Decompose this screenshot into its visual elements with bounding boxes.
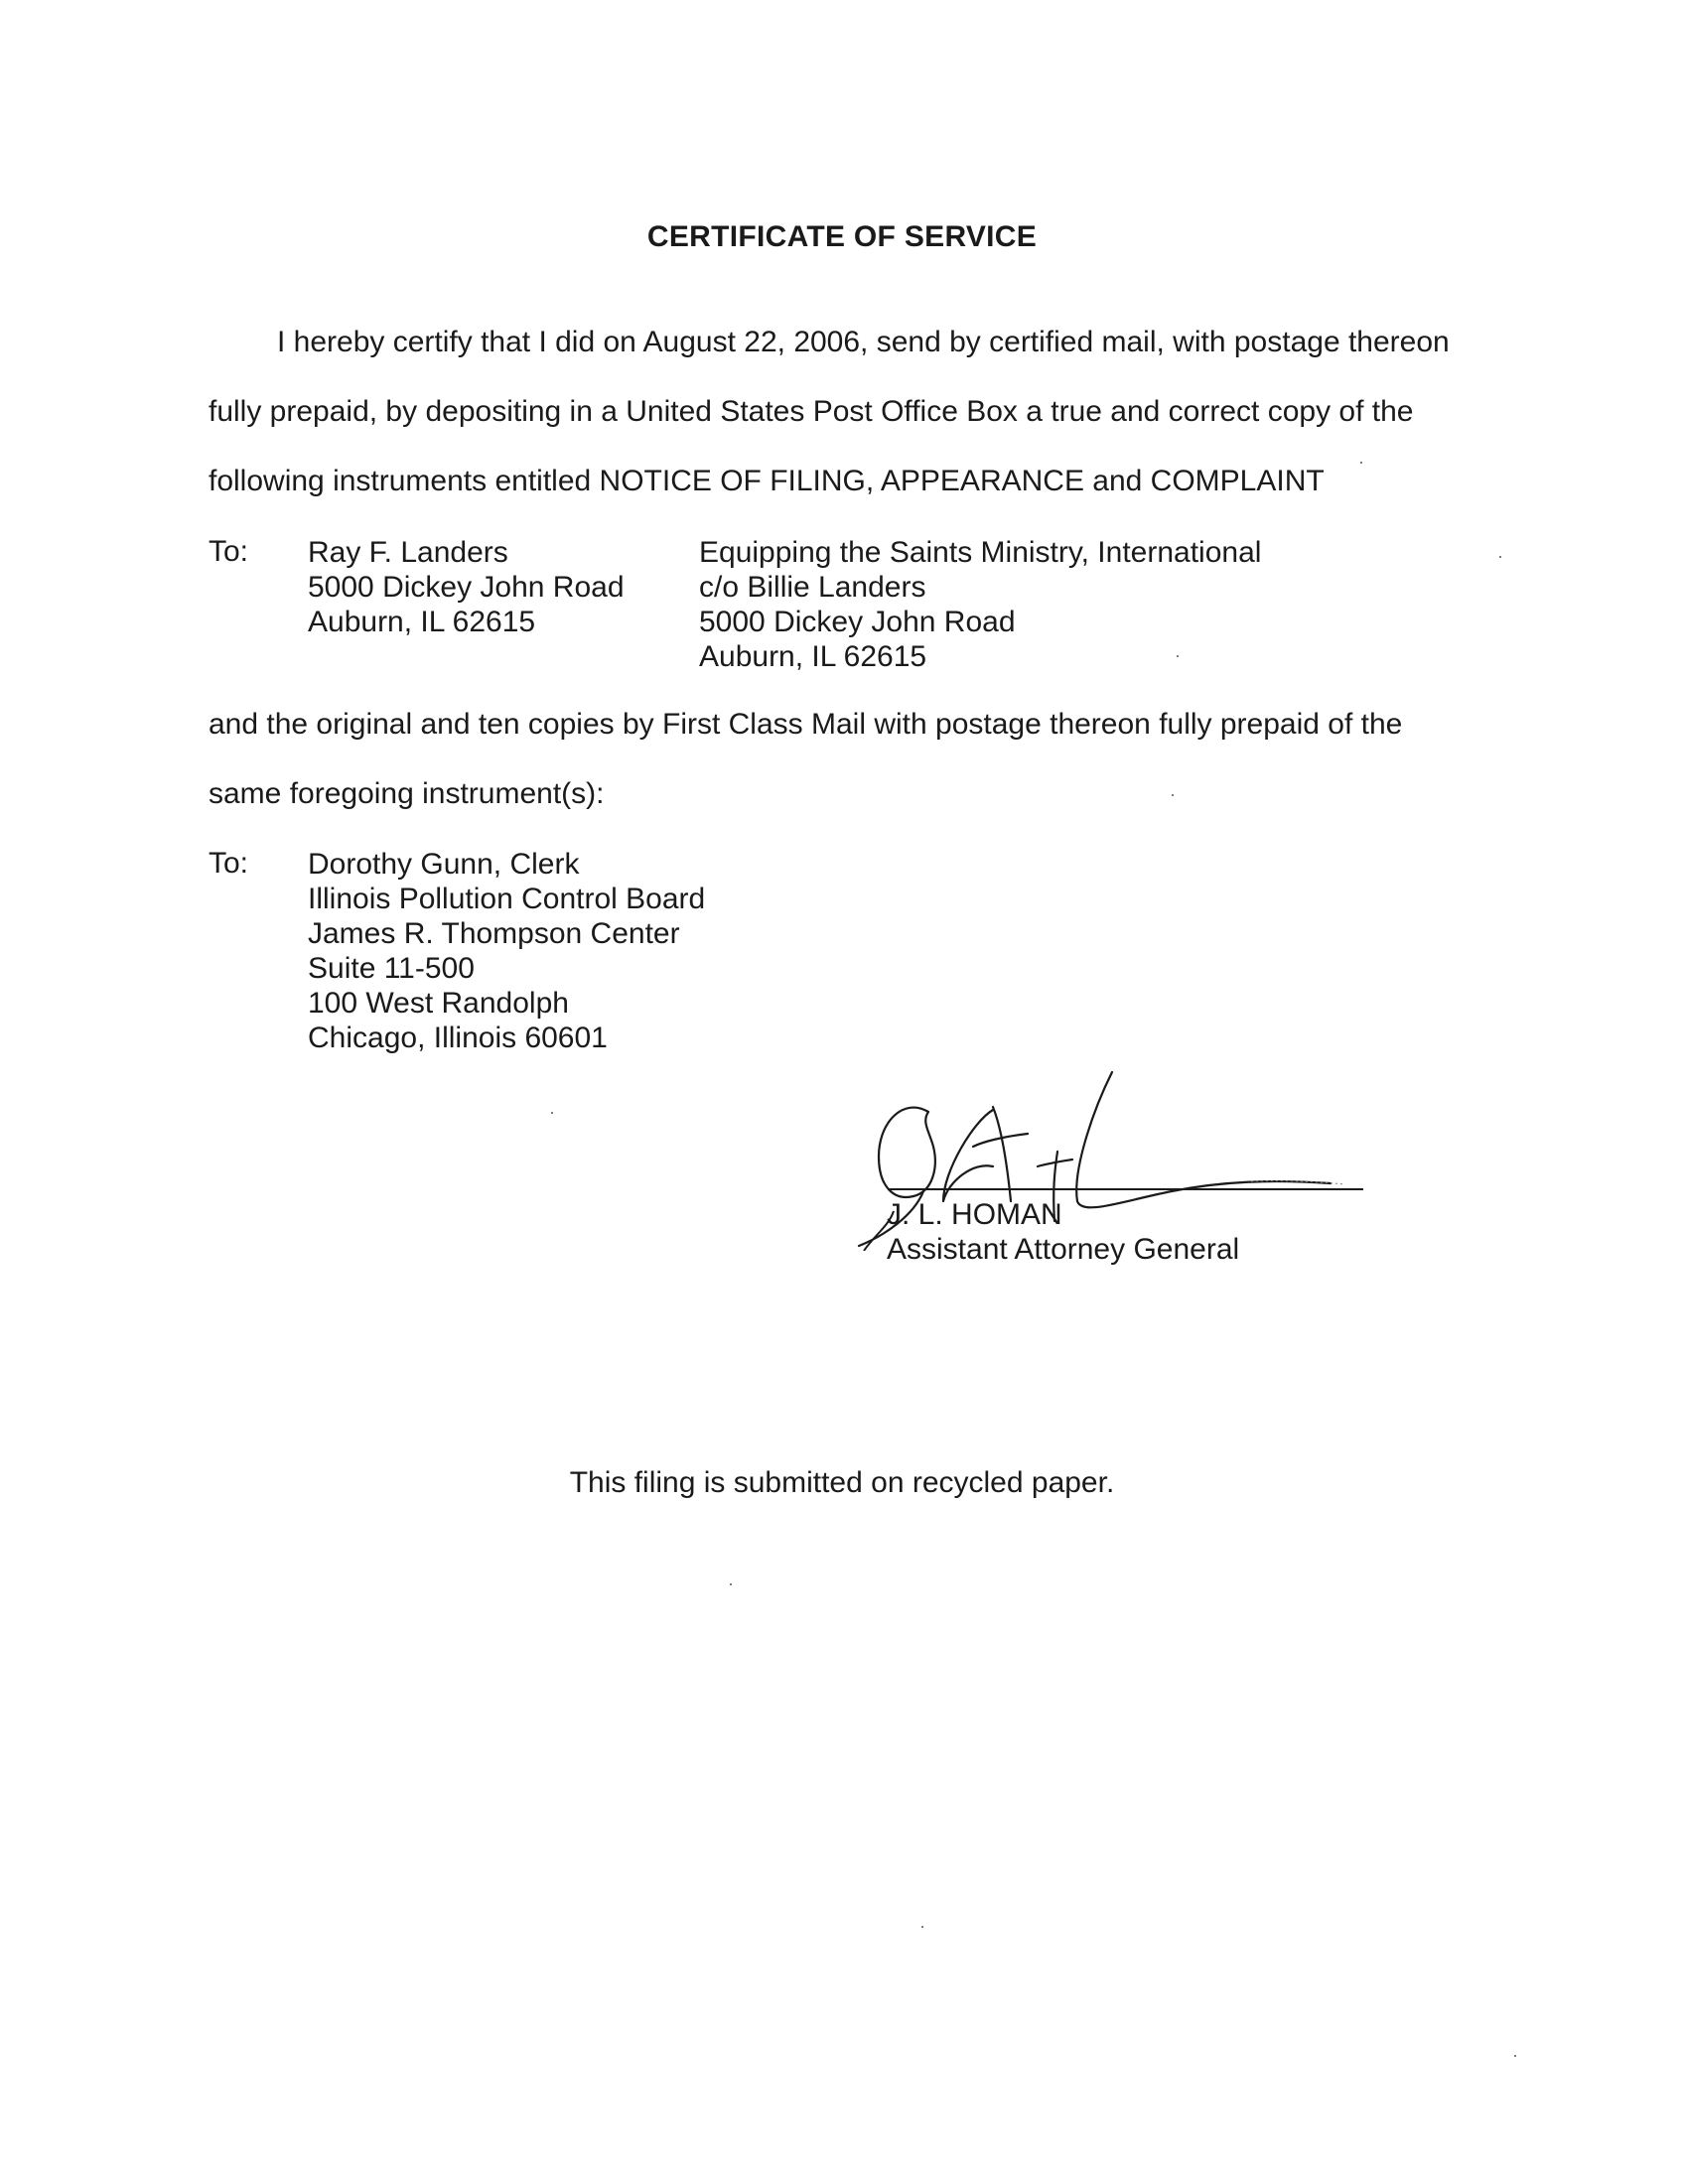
document-title: CERTIFICATE OF SERVICE [646, 220, 1038, 253]
recipient-3-line-6: Chicago, Illinois 60601 [308, 1022, 608, 1054]
recipient-3-line-3: James R. Thompson Center [308, 917, 680, 950]
recipient-2-line-1: Equipping the Saints Ministry, International [699, 536, 1262, 569]
signer-name: J. L. HOMAN [887, 1198, 1062, 1231]
recipient-1-line-2: 5000 Dickey John Road [308, 571, 625, 604]
recipient-1-address [308, 535, 625, 639]
signature-line [889, 1188, 1363, 1190]
paragraph-2-line-2: same foregoing instrument(s): [209, 777, 605, 810]
recipient-2-line-4: Auburn, IL 62615 [699, 640, 927, 673]
recipient-1-line-1: Ray F. Landers [308, 536, 508, 569]
recipient-3-address [308, 847, 705, 1055]
signer-title: Assistant Attorney General [887, 1233, 1240, 1266]
paragraph-1-line-1: I hereby certify that I did on August 22, 2006, send by certified mail, with postage thereon [277, 326, 1450, 358]
recipient-3-line-2: Illinois Pollution Control Board [308, 883, 706, 915]
paragraph-2-line-1: and the original and ten copies by First Class Mail with postage thereon fully prepaid of the [209, 708, 1403, 741]
recipient-2-address [699, 535, 1261, 674]
recipient-2-line-3: 5000 Dickey John Road [699, 606, 1016, 638]
to-label-1: To: [209, 535, 249, 568]
recipient-3-line-4: Suite 11-500 [308, 952, 475, 985]
to-label-2: To: [209, 847, 249, 880]
recipient-3-line-1: Dorothy Gunn, Clerk [308, 848, 580, 881]
recipient-2-line-2: c/o Billie Landers [699, 571, 926, 604]
recipient-1-line-3: Auburn, IL 62615 [308, 606, 536, 638]
footer-note: This filing is submitted on recycled paper. [569, 1466, 1115, 1499]
paragraph-1-line-2: fully prepaid, by depositing in a United States Post Office Box a true and correct copy of the [209, 395, 1414, 428]
recipient-3-line-5: 100 West Randolph [308, 987, 569, 1020]
paragraph-1-line-3: following instruments entitled NOTICE OF FILING, APPEARANCE and COMPLAINT [209, 465, 1325, 497]
